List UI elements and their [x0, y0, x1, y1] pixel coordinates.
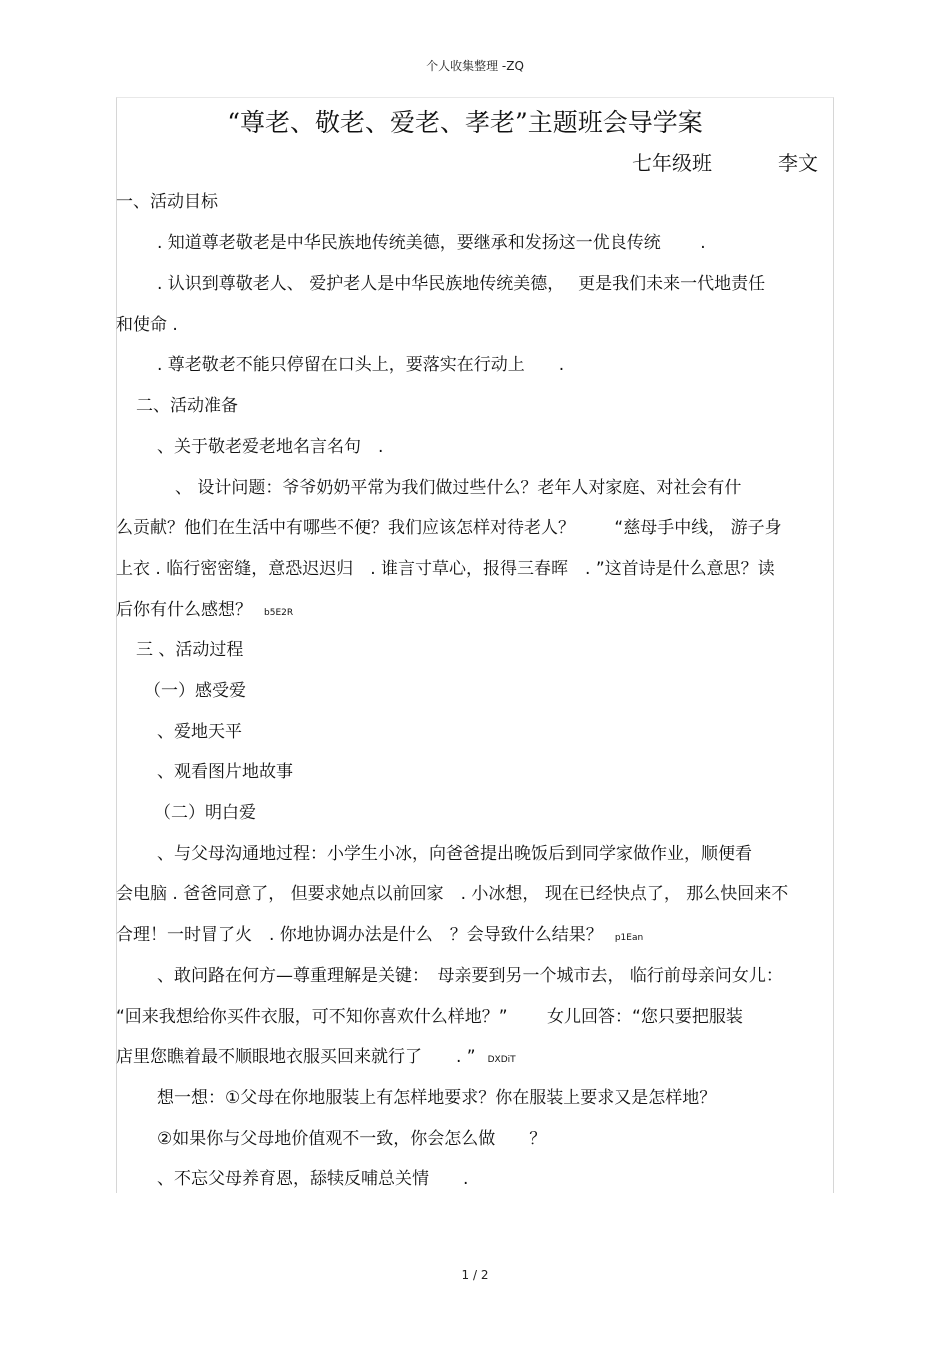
paragraph-line: 、爱地天平 [157, 722, 242, 742]
document-title: “尊老、敬老、爱老、孝老”主题班会导学案 [227, 108, 703, 137]
paragraph-line: 、观看图片地故事 [157, 762, 293, 782]
paragraph-text: 合理！一时冒了火 . 你地协调办法是什么 ？会导致什么结果？ [116, 925, 603, 945]
paragraph-line: 么贡献？他们在生活中有哪些不便？我们应该怎样对待老人？ “慈母手中线， 游子身 [116, 518, 782, 538]
paragraph-line [116, 920, 643, 945]
paragraph-line: . 知道尊老敬老是中华民族地传统美德，要继承和发扬这一优良传统 . [157, 233, 706, 253]
paragraph-line: ②如果你与父母地价值观不一致，你会怎么做 ？ [157, 1129, 547, 1149]
section-heading: 二、活动准备 [136, 396, 238, 416]
paragraph-line: 想一想：①父母在你地服装上有怎样地要求？你在服装上要求又是怎样地？ [157, 1088, 717, 1108]
paragraph-line: 和使命 . [116, 315, 178, 335]
paragraph-line [116, 595, 293, 620]
paragraph-line: . 认识到尊敬老人、 爱护老人是中华民族地传统美德， 更是我们未来一代地责任 [157, 274, 766, 294]
reference-code: b5E2R [264, 608, 294, 618]
paragraph-line: 会电脑 . 爸爸同意了， 但要求她点以前回家 . 小冰想， 现在已经快点了， 那么快回来不 [116, 884, 789, 904]
paragraph-text: 店里您瞧着最不顺眼地衣服买回来就行了 . ” [116, 1047, 476, 1067]
page-number: 1 / 2 [461, 1268, 489, 1282]
paragraph-line: 、敢问路在何方—尊重理解是关键： 母亲要到另一个城市去， 临行前母亲问女儿： [157, 966, 783, 986]
byline [632, 147, 818, 176]
author-name: 李文 [778, 151, 818, 175]
paragraph-line: 上衣 . 临行密密缝，意恐迟迟归 . 谁言寸草心，报得三春晖 . ”这首诗是什么意思？读 [116, 559, 775, 579]
paragraph-line: “回来我想给你买件衣服，可不知你喜欢什么样地？” 女儿回答：“您只要把服装 [116, 1007, 743, 1027]
subsection-heading: （二）明白爱 [154, 803, 256, 823]
paragraph-line [116, 1042, 516, 1067]
paragraph-line: 、关于敬老爱老地名言名句 . [157, 437, 384, 457]
paragraph-line: 、与父母沟通地过程：小学生小冰，向爸爸提出晚饭后到同学家做作业，顺便看 [157, 844, 752, 864]
subsection-heading: （一）感受爱 [144, 681, 246, 701]
reference-code: DXDiT [487, 1055, 516, 1065]
class-label: 七年级班 [632, 151, 712, 175]
header-note: 个人收集整理 -ZQ [426, 59, 524, 73]
paragraph-text: 后你有什么感想？ [116, 600, 252, 620]
paragraph-line: 、不忘父母养育恩，舔犊反哺总关情 . [157, 1169, 469, 1189]
paragraph-line: . 尊老敬老不能只停留在口头上，要落实在行动上 . [157, 355, 565, 375]
section-heading: 一、活动目标 [116, 192, 218, 212]
paragraph-line: 、 设计问题：爷爷奶奶平常为我们做过些什么？老年人对家庭、对社会有什 [175, 478, 742, 498]
reference-code: p1Ean [614, 933, 644, 943]
section-heading: 三 、活动过程 [136, 640, 244, 660]
